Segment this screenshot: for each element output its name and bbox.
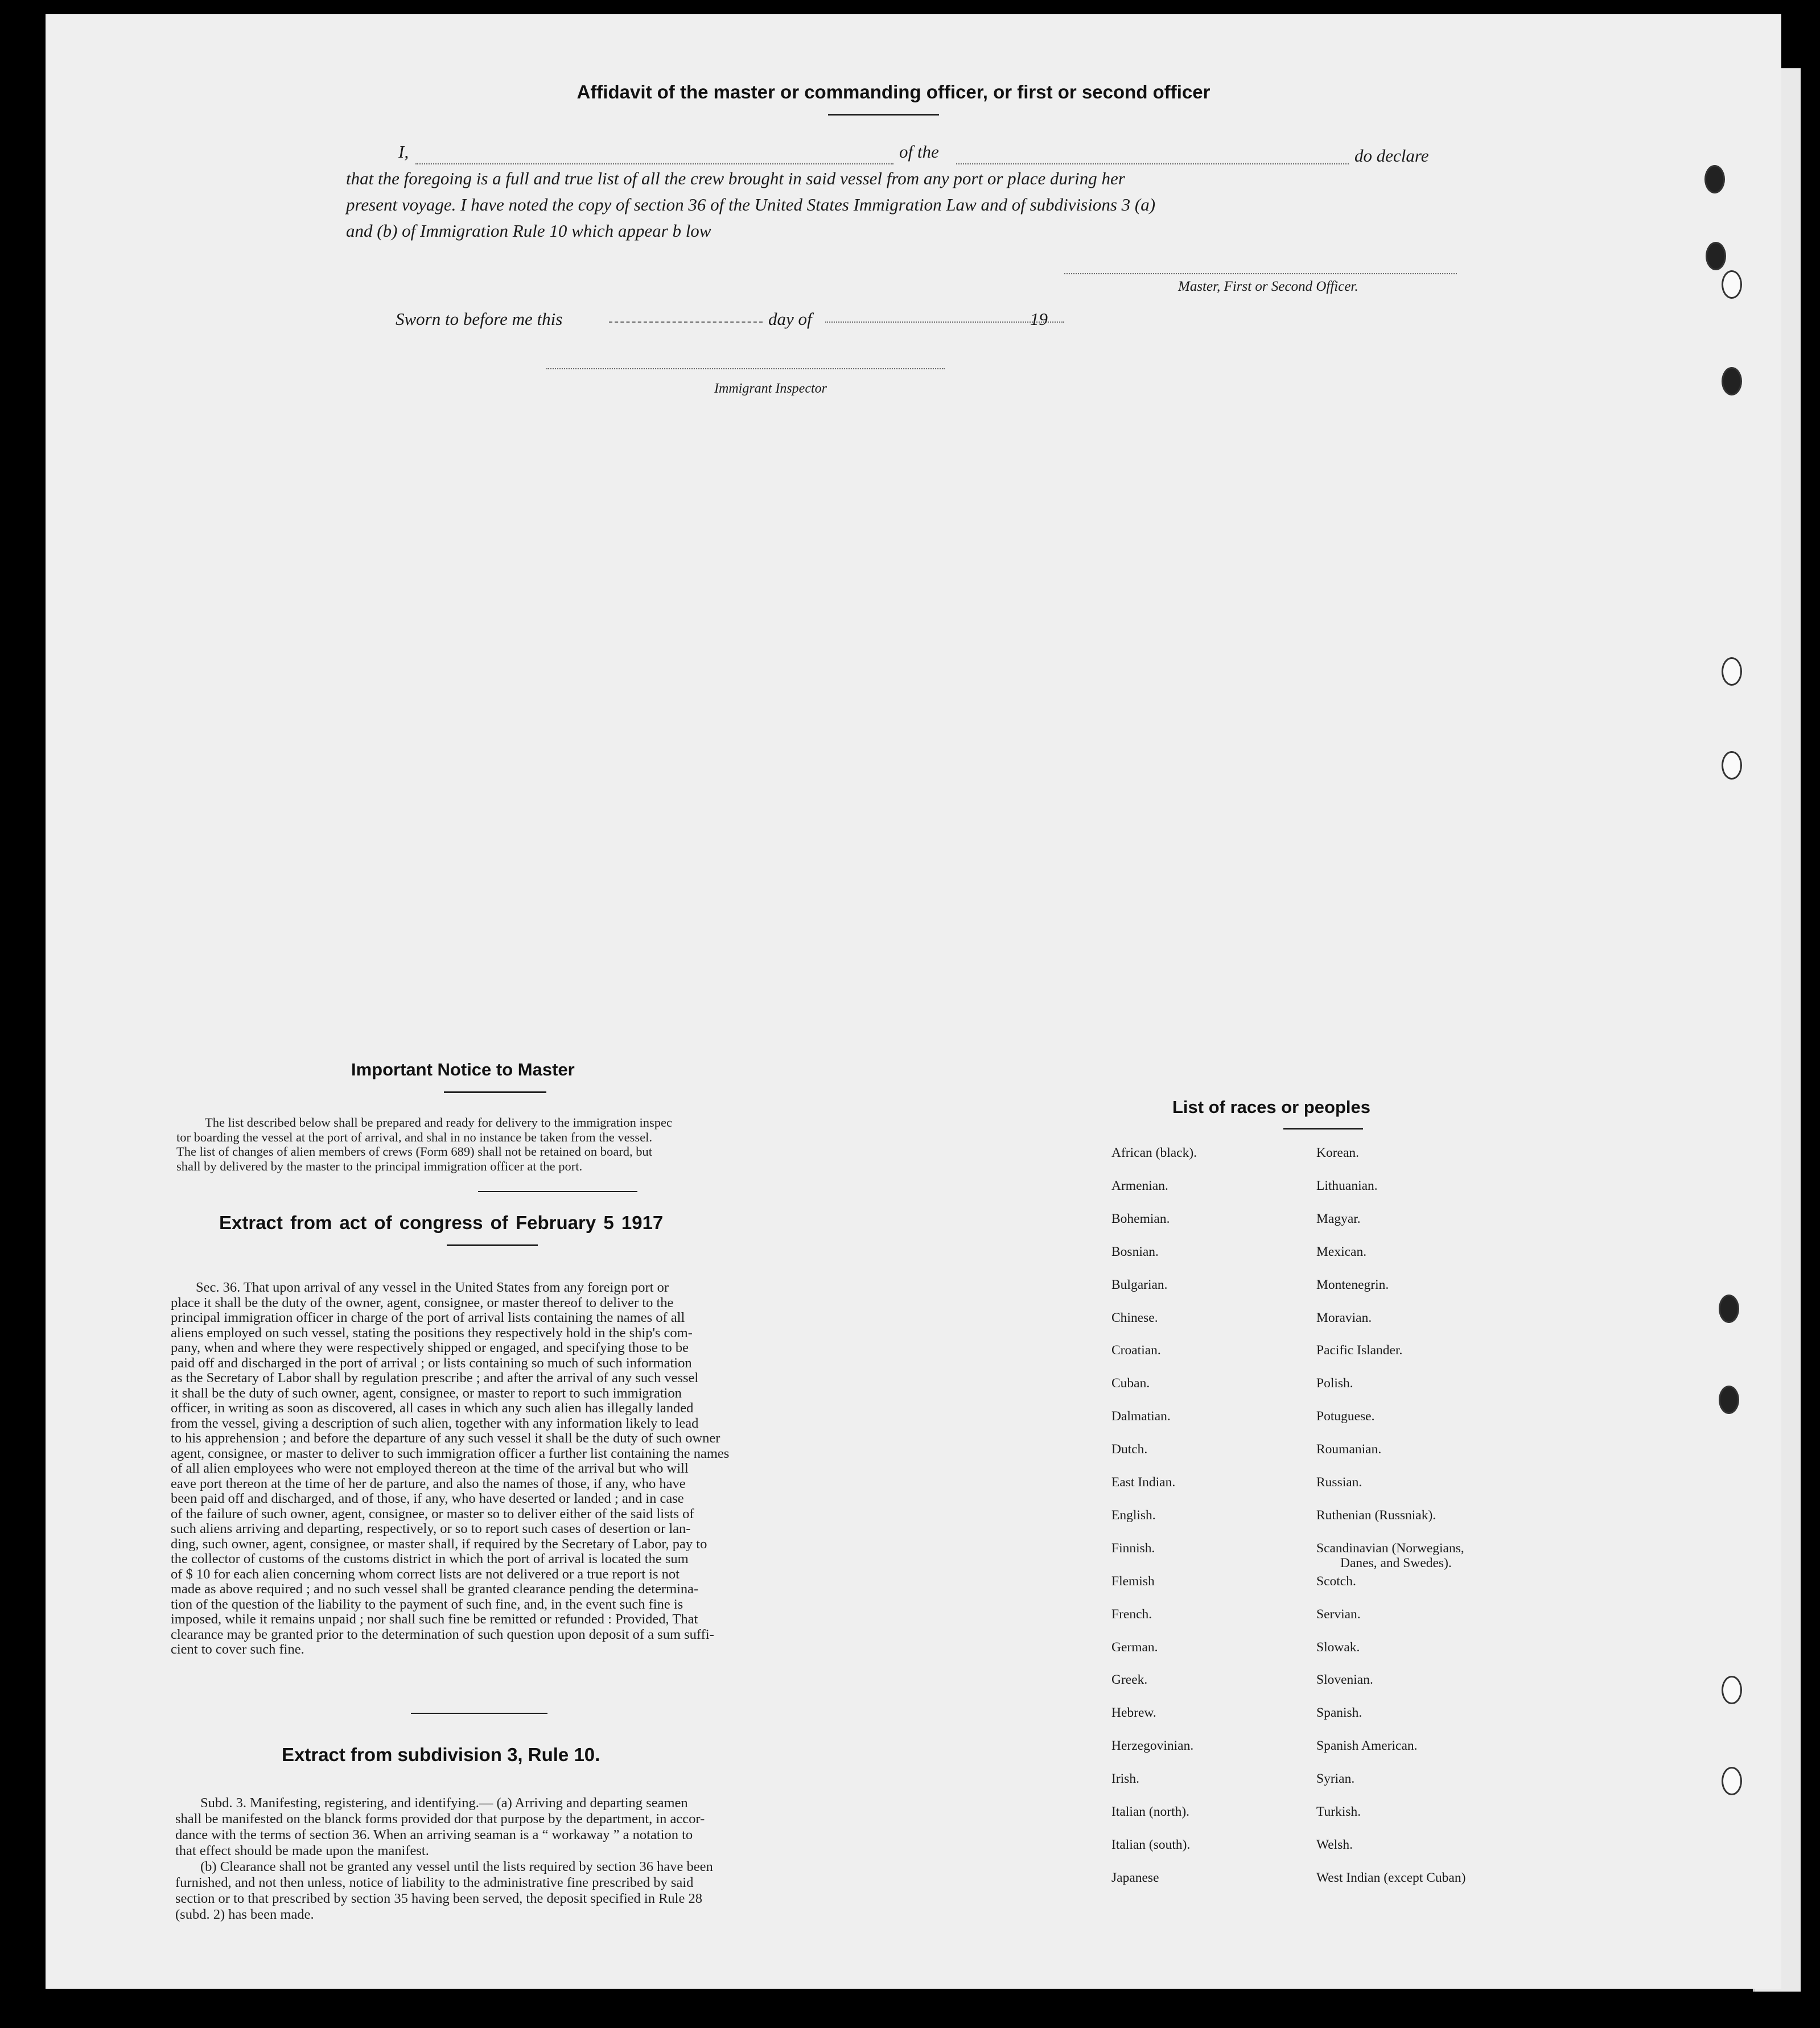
rule-text-line: (b) Clearance shall not be granted any vessel until the lists required by section 36 have been — [200, 1859, 713, 1874]
rule-text-line: that effect should be made upon the manifest. — [175, 1843, 429, 1858]
race-item: Ruthenian (Russniak). — [1316, 1507, 1436, 1523]
affidavit-title: Affidavit of the master or commanding officer, or first or second officer — [577, 81, 1210, 102]
race-item: Bulgarian. — [1111, 1277, 1168, 1292]
race-item: Italian (south). — [1111, 1837, 1191, 1852]
act-text-line: been paid off and discharged, and of those, if any, who have deserted or landed ; and in case — [171, 1491, 684, 1506]
inspector-signature-caption: Immigrant Inspector — [714, 381, 827, 396]
punch-hole — [1722, 367, 1742, 395]
notice-line: tor boarding the vessel at the port of arrival, and shal in no instance be taken from the vessel. — [176, 1130, 652, 1144]
rule-text-line: dance with the terms of section 36. When an arriving seaman is a “ workaway ” a notation to — [175, 1827, 693, 1842]
race-item: Servian. — [1316, 1606, 1361, 1622]
affidavit-of-the: of the — [899, 142, 939, 162]
race-item: Dalmatian. — [1111, 1409, 1171, 1424]
race-item: Irish. — [1111, 1771, 1139, 1787]
month-blank — [825, 321, 1064, 323]
act-text-line: ding, such owner, agent, consignee, or master shall, if required by the Secretary of Labor, pay to — [171, 1536, 707, 1552]
affidavit-title-rule — [828, 114, 939, 116]
race-item: East Indian. — [1111, 1475, 1176, 1490]
rule-text-line: furnished, and not then unless, notice of liability to the administrative fine prescribed by said — [175, 1875, 694, 1890]
day-of-label: day of — [768, 309, 812, 329]
race-item: French. — [1111, 1606, 1152, 1622]
rule-text-line: (subd. 2) has been made. — [175, 1907, 314, 1922]
master-signature-line — [1064, 273, 1457, 274]
race-item: Herzegovinian. — [1111, 1738, 1194, 1754]
race-item: German. — [1111, 1639, 1158, 1655]
race-item: Korean. — [1316, 1145, 1360, 1160]
punch-hole — [1722, 1676, 1742, 1704]
race-item: Scandinavian (Norwegians, — [1316, 1540, 1464, 1556]
act-text-line: paid off and discharged in the port of arrival ; or lists containing so much of such information — [171, 1355, 692, 1371]
race-item: Potuguese. — [1316, 1409, 1375, 1424]
act-text-line: to his apprehension ; and before the departure of any such vessel it shall be the duty of such owner — [171, 1431, 720, 1446]
punch-hole — [1722, 1767, 1742, 1795]
race-item: Syrian. — [1316, 1771, 1355, 1787]
race-item: Slowak. — [1316, 1639, 1360, 1655]
race-item: Welsh. — [1316, 1837, 1353, 1852]
act-text-line: of all alien employees who were not employed thereon at the time of the arrival but who will — [171, 1461, 689, 1476]
race-item: Japanese — [1111, 1870, 1159, 1885]
race-item: Polish. — [1316, 1376, 1353, 1391]
act-text-line: the collector of customs of the customs district in which the port of arrival is located the sum — [171, 1551, 689, 1567]
race-item: Flemish — [1111, 1573, 1155, 1589]
race-item: Lithuanian. — [1316, 1178, 1378, 1193]
act-text-line: principal immigration officer in charge of the port of arrival lists containing the names of all — [171, 1310, 685, 1325]
punch-hole — [1722, 270, 1742, 299]
punch-hole — [1706, 242, 1726, 270]
race-item: Magyar. — [1316, 1211, 1361, 1226]
punch-hole — [1719, 1386, 1739, 1414]
act-text-line: made as above required ; and no such vessel shall be granted clearance pending the determina- — [171, 1581, 699, 1597]
inspector-signature-line — [546, 368, 945, 369]
act-text-line: of $ 10 for each alien concerning whom correct lists are not delivered or a true report is not — [171, 1566, 680, 1582]
race-item: Hebrew. — [1111, 1705, 1156, 1721]
races-title-rule — [1283, 1128, 1363, 1130]
race-item: Finnish. — [1111, 1540, 1155, 1556]
extract-act-rule — [447, 1244, 538, 1246]
act-text-line: clearance may be granted prior to the determination of such question upon deposit of a sum suffi- — [171, 1626, 714, 1642]
notice-line: shall by delivered by the master to the principal immigration officer at the port. — [176, 1159, 583, 1173]
notice-line: The list of changes of alien members of crews (Form 689) shall not be retained on board, but — [176, 1144, 653, 1159]
race-item: Moravian. — [1316, 1310, 1372, 1325]
race-item: African (black). — [1111, 1145, 1197, 1160]
act-text-line: such aliens arriving and departing, respectively, or so to report such cases of desertion or lan- — [171, 1521, 691, 1536]
race-item: Dutch. — [1111, 1442, 1148, 1457]
race-item: West Indian (except Cuban) — [1316, 1870, 1466, 1885]
races-title: List of races or peoples — [1172, 1097, 1370, 1117]
extract-rule-body — [175, 1795, 857, 1923]
act-text-line: place it shall be the duty of the owner, agent, consignee, or master thereof to deliver to the — [171, 1295, 674, 1310]
sworn-label: Sworn to before me this — [396, 309, 563, 329]
race-item: Roumanian. — [1316, 1442, 1382, 1457]
race-item: Montenegrin. — [1316, 1277, 1389, 1292]
notice-title: Important Notice to Master — [351, 1060, 575, 1079]
notice-line: The list described below shall be prepared and ready for delivery to the immigration inspec — [205, 1115, 672, 1130]
notice-title-rule — [444, 1091, 546, 1093]
race-item: Bosnian. — [1111, 1244, 1159, 1259]
race-item: Greek. — [1111, 1672, 1148, 1688]
notice-divider — [478, 1191, 637, 1192]
race-item: Pacific Islander. — [1316, 1343, 1403, 1358]
race-item: Slovenian. — [1316, 1672, 1373, 1688]
affidavit-line-3: present voyage. I have noted the copy of section 36 of the United States Immigration Law and of subdivisions 3 (a) — [346, 195, 1156, 215]
document-page — [46, 14, 1781, 1989]
act-text-line: tion of the question of the liability to the payment of such fine, and, in the event such fine is — [171, 1596, 683, 1612]
name-blank — [415, 163, 893, 164]
extract-act-body — [171, 1280, 862, 1658]
race-item: Italian (north). — [1111, 1804, 1190, 1819]
act-text-line: eave port thereon at the time of her de parture, and also the names of those, if any, who have — [171, 1475, 686, 1491]
punch-hole — [1722, 657, 1742, 686]
act-text-line: officer, in writing as soon as discovered, all cases in which any such alien has illegally landed — [171, 1400, 694, 1416]
rule-text-line: section or to that prescribed by section 35 having been served, the deposit specified in Rule 28 — [175, 1891, 702, 1906]
race-item: Russian. — [1316, 1475, 1362, 1490]
year-label: 19 — [1030, 309, 1048, 329]
rule-divider — [411, 1713, 547, 1714]
rule-text-line: Subd. 3. Manifesting, registering, and identifying.— (a) Arriving and departing seamen — [200, 1795, 688, 1811]
race-item: Turkish. — [1316, 1804, 1361, 1819]
notice-body — [176, 1115, 862, 1173]
punch-hole — [1722, 751, 1742, 780]
sworn-day-blank — [609, 321, 763, 323]
act-text-line: imposed, while it remains unpaid ; nor shall such fine be remitted or refunded : Provided, That — [171, 1611, 698, 1627]
race-item-continuation: Danes, and Swedes). — [1340, 1555, 1452, 1571]
act-text-line: agent, consignee, or master to deliver to such immigration officer a further list containing the names — [171, 1445, 730, 1461]
punch-hole — [1704, 165, 1725, 193]
extract-act-title: Extract from act of congress of February 5 1917 — [219, 1212, 664, 1233]
race-item: Bohemian. — [1111, 1211, 1170, 1226]
race-item: Spanish American. — [1316, 1738, 1418, 1754]
affidavit-line-4: and (b) of Immigration Rule 10 which appear b low — [346, 221, 711, 241]
affidavit-line-2: that the foregoing is a full and true list of all the crew brought in said vessel from any port or place during her — [346, 168, 1125, 188]
race-item: Mexican. — [1316, 1244, 1367, 1259]
act-text-line: Sec. 36. That upon arrival of any vessel in the United States from any foreign port or — [196, 1280, 669, 1295]
act-text-line: from the vessel, giving a description of such alien, together with any information likely to lead — [171, 1415, 699, 1431]
rule-text-line: shall be manifested on the blanck forms provided dor that purpose by the department, in accor- — [175, 1811, 705, 1827]
race-item: Cuban. — [1111, 1376, 1150, 1391]
race-item: Scotch. — [1316, 1573, 1356, 1589]
vessel-blank — [956, 163, 1349, 164]
race-item: Croatian. — [1111, 1343, 1161, 1358]
race-item: Spanish. — [1316, 1705, 1362, 1721]
race-item: Chinese. — [1111, 1310, 1158, 1325]
act-text-line: cient to cover such fine. — [171, 1642, 304, 1657]
act-text-line: pany, when and where they were respectively shipped or engaged, and specifying those to be — [171, 1340, 689, 1355]
race-item: English. — [1111, 1507, 1156, 1523]
act-text-line: of the failure of such owner, agent, consignee, or master so to deliver either of the said lists of — [171, 1506, 694, 1522]
act-text-line: aliens employed on such vessel, stating the positions they respectively hold in the ship's com- — [171, 1325, 693, 1341]
act-text-line: it shall be the duty of such owner, agent, consignee, or master to report to such immigration — [171, 1385, 682, 1401]
affidavit-line-i: I, — [398, 142, 409, 162]
extract-rule-title: Extract from subdivision 3, Rule 10. — [282, 1744, 600, 1765]
affidavit-do-declare: do declare — [1354, 146, 1429, 166]
punch-hole — [1719, 1295, 1739, 1323]
master-signature-caption: Master, First or Second Officer. — [1178, 279, 1358, 294]
race-item: Armenian. — [1111, 1178, 1168, 1193]
act-text-line: as the Secretary of Labor shall by regulation prescribe ; and after the arrival of any such vessel — [171, 1370, 699, 1386]
